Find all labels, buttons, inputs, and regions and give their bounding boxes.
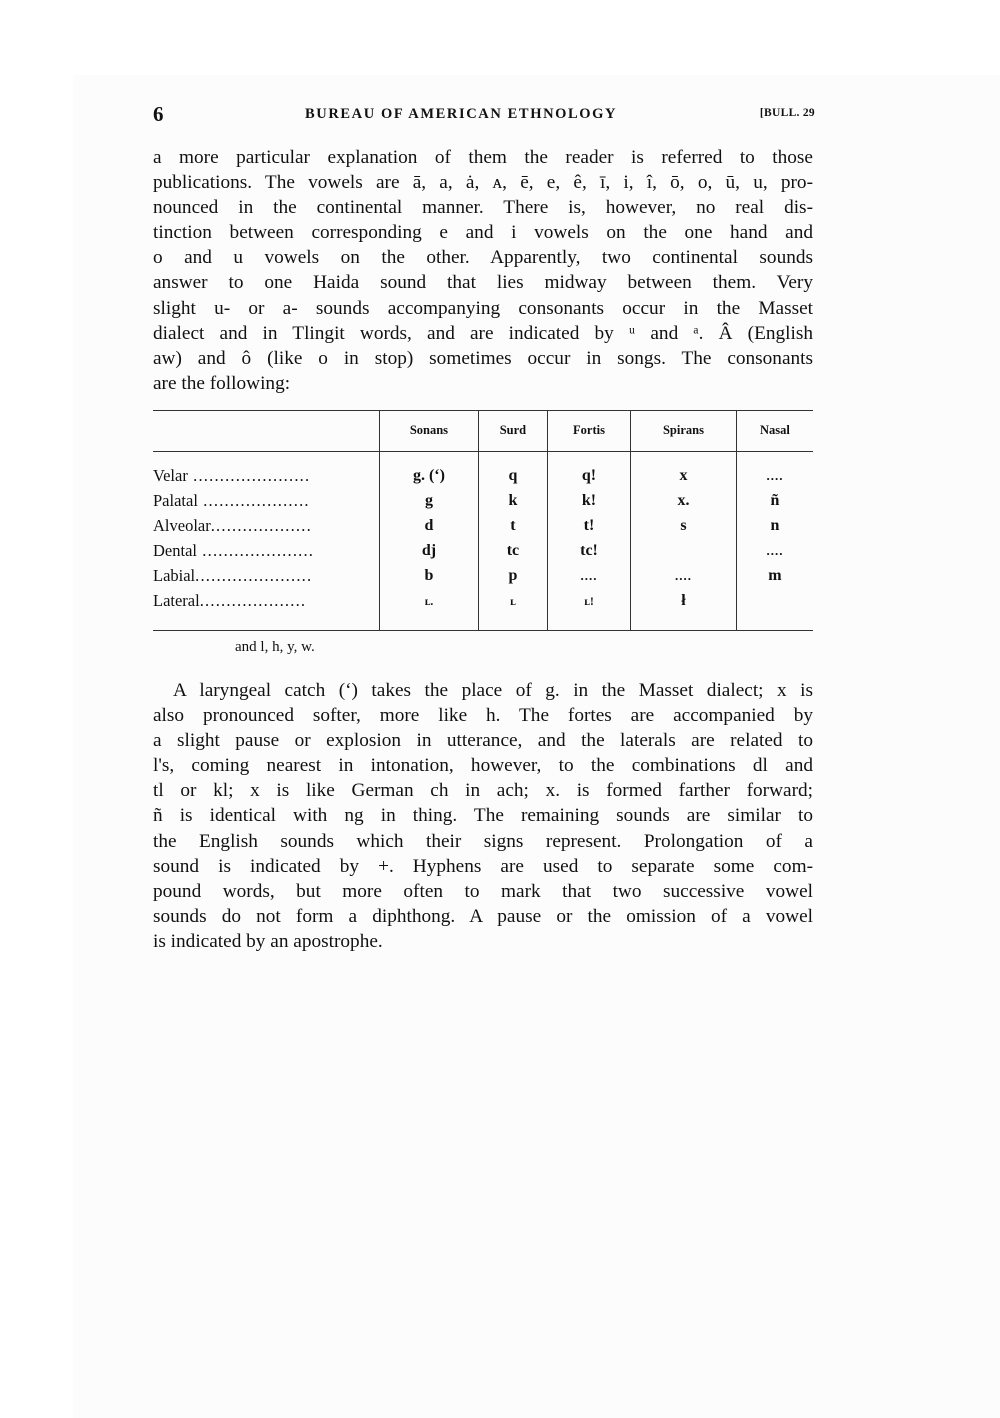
cell-sonans: [380, 489, 479, 514]
text-line: answer to one Haida sound that lies midway between them. Very: [153, 272, 813, 294]
cell-sonans: [380, 464, 479, 489]
text-line: tl or kl; x is like German ch in ach; x. is formed farther forward;: [153, 780, 813, 802]
row-label: [153, 589, 380, 614]
running-head: [153, 100, 813, 130]
paragraph-vowels: [153, 145, 813, 396]
row-label-text: Velar: [153, 466, 188, 486]
cell-value: t!: [583, 517, 595, 535]
header-blank: [153, 411, 380, 452]
cell-value: d: [424, 517, 434, 535]
cell-value: tc: [506, 542, 520, 560]
cell-sonans: [380, 539, 479, 564]
header-spirans: Spirans: [631, 411, 737, 452]
cell-spirans: [631, 564, 737, 589]
cell-surd: [478, 564, 547, 589]
cell-surd: [478, 489, 547, 514]
cell-value: p: [508, 567, 518, 585]
cell-fortis: [547, 589, 630, 614]
row-label: [153, 489, 380, 514]
text-line: a more particular explanation of them the reader is referred to those: [153, 147, 813, 168]
dot-leader: .....................: [196, 541, 315, 561]
cell-surd: [478, 464, 547, 489]
cell-nasal: [736, 589, 813, 614]
cell-value: ʟ: [510, 596, 516, 609]
text-line: is indicated by an apostrophe.: [153, 930, 383, 952]
cell-spirans: [631, 539, 737, 564]
bulletin-number: [BULL. 29: [759, 107, 815, 119]
cell-value: g: [424, 492, 433, 510]
cell-fortis: [547, 489, 630, 514]
dot-leader: ......................: [187, 466, 311, 486]
running-title: BUREAU OF AMERICAN ETHNOLOGY: [305, 106, 618, 122]
cell-nasal: [736, 514, 813, 539]
cell-value: ....: [580, 568, 598, 584]
cell-value: ....: [674, 568, 692, 584]
table-row-alveolar: [153, 514, 813, 539]
cell-value: ....: [766, 543, 784, 559]
cell-spirans: [631, 514, 737, 539]
cell-value: x.: [677, 492, 690, 510]
cell-value: k: [508, 492, 518, 510]
text-line: a slight pause or explosion in utterance, and the laterals are related to: [153, 730, 813, 752]
consonant-table-wrap: [153, 410, 813, 656]
text-line: ñ is identical with ng in thing. The remaining sounds are similar to: [153, 805, 813, 827]
row-label: [153, 464, 380, 489]
cell-value: dj: [421, 542, 437, 560]
row-label: [153, 539, 380, 564]
text-line: l's, coming nearest in intonation, however, to the combinations dl and: [153, 755, 813, 777]
cell-surd: [478, 514, 547, 539]
table-row-palatal: [153, 489, 813, 514]
text-line: are the following:: [153, 372, 291, 394]
cell-fortis: [547, 564, 630, 589]
cell-nasal: [736, 539, 813, 564]
row-label: [153, 514, 380, 539]
document-page: [153, 100, 813, 954]
dot-leader: ....................: [197, 491, 310, 511]
text-line: sound is indicated by +. Hyphens are used to separate some com-: [153, 855, 813, 877]
table-row-velar: [153, 464, 813, 489]
dot-leader: ...................: [210, 516, 312, 536]
row-label-text: Dental: [153, 541, 197, 561]
cell-nasal: [736, 489, 813, 514]
text-line: slight u- or a- sounds accompanying consonants occur in the Masset: [153, 297, 813, 319]
cell-value: s: [680, 517, 687, 535]
cell-spirans: [631, 464, 737, 489]
table-row-labial: [153, 564, 813, 589]
text-line: sounds do not form a diphthong. A pause or the omission of a vowel: [153, 905, 813, 927]
header-nasal: Nasal: [736, 411, 813, 452]
row-label-text: Palatal: [153, 491, 198, 511]
text-line: pound words, but more often to mark that two successive vowel: [153, 880, 813, 902]
cell-value: n: [770, 517, 780, 535]
cell-value: ʟ.: [424, 596, 434, 609]
table-footnote: and l, h, y, w.: [235, 638, 315, 655]
cell-value: g. (ʻ): [412, 467, 445, 485]
cell-sonans: [380, 564, 479, 589]
page-number: 6: [153, 102, 164, 126]
cell-value: q!: [581, 467, 597, 485]
cell-value: ñ: [770, 492, 780, 510]
cell-value: ł: [681, 592, 686, 610]
cell-fortis: [547, 539, 630, 564]
row-label-text: Lateral: [153, 591, 200, 611]
text-line: publications. The vowels are ā, a, ȧ, ᴀ, ē, e, ê, ī, i, î, ō, o, ū, u, pro-: [153, 172, 813, 194]
text-line: o and u vowels on the other. Apparently, two continental sounds: [153, 247, 813, 269]
cell-value: ʟ!: [584, 596, 594, 609]
cell-spirans: [631, 489, 737, 514]
table-header-row: [153, 411, 813, 452]
cell-value: k!: [581, 492, 597, 510]
consonant-table: [153, 410, 813, 631]
dot-leader: ....................: [199, 591, 307, 611]
table-row-lateral: [153, 589, 813, 614]
cell-fortis: [547, 464, 630, 489]
text-line: dialect and in Tlingit words, and are indicated by ᵘ and ᵃ. Â (English: [153, 322, 813, 344]
cell-nasal: [736, 564, 813, 589]
row-label-text: Alveolar: [153, 516, 211, 536]
row-label-text: Labial: [153, 566, 196, 586]
cell-spirans: [631, 589, 737, 614]
cell-value: t: [510, 517, 516, 535]
cell-nasal: [736, 464, 813, 489]
cell-fortis: [547, 514, 630, 539]
cell-value: b: [424, 567, 434, 585]
cell-value: q: [508, 467, 518, 485]
row-label: [153, 564, 380, 589]
header-sonans: Sonans: [380, 411, 479, 452]
cell-value: tc!: [580, 542, 598, 560]
cell-surd: [478, 589, 547, 614]
dot-leader: ......................: [195, 566, 313, 586]
text-line: the English sounds which their signs represent. Prolongation of a: [153, 830, 813, 852]
text-line: nounced in the continental manner. There is, however, no real dis-: [153, 197, 813, 219]
cell-value: ....: [766, 468, 784, 484]
table-body: [153, 464, 813, 614]
paragraph-pronunciation: [153, 678, 813, 954]
table-row-dental: [153, 539, 813, 564]
cell-value: x: [679, 467, 688, 485]
header-fortis: Fortis: [547, 411, 630, 452]
text-line: tinction between corresponding e and i vowels on the one hand and: [153, 222, 813, 244]
text-line: A laryngeal catch (ʻ) takes the place of g. in the Masset dialect; x is: [173, 679, 813, 701]
text-line: also pronounced softer, more like h. The fortes are accompanied by: [153, 705, 813, 727]
text-line: aw) and ô (like o in stop) sometimes occur in songs. The consonants: [153, 347, 813, 369]
cell-sonans: [380, 514, 479, 539]
cell-value: m: [768, 567, 782, 585]
cell-sonans: [380, 589, 479, 614]
cell-surd: [478, 539, 547, 564]
header-surd: Surd: [478, 411, 547, 452]
